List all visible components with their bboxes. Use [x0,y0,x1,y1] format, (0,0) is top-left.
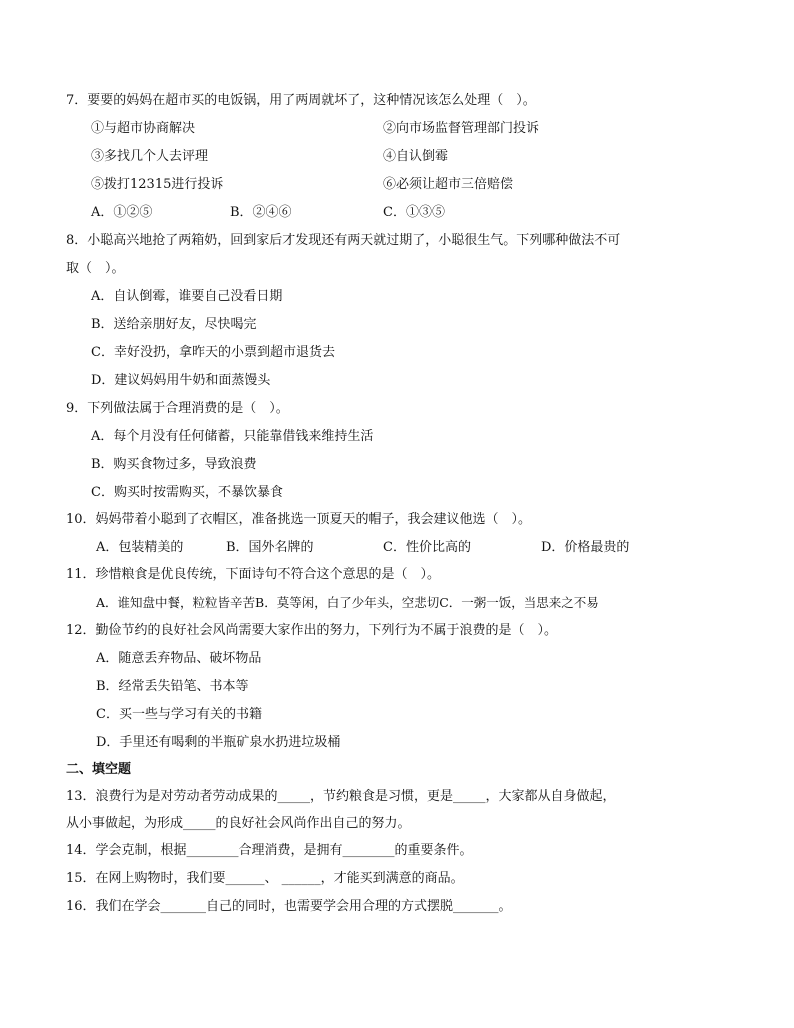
q9-choice-c: C．购买时按需购买，不暴饮暴食 [91,485,283,500]
q9-choice-b: B．购买食物过多，导致浪费 [91,457,257,472]
q12-stem: 12．勤俭节约的良好社会风尚需要大家作出的努力，下列行为不属于浪费的是（ ）。 [66,623,558,638]
q16: 16．我们在学会_______自己的同时，也需要学会用合理的方式摆脱_______。 [66,899,512,914]
q10-choice-a: A．包装精美的 [96,540,184,555]
q14: 14．学会克制，根据________合理消费，是拥有________的重要条件。 [66,843,473,858]
q10-choice-b: B．国外名牌的 [226,540,314,555]
q7-option-2: ②向市场监督管理部门投诉 [383,121,540,136]
q7-choice-b: B．②④⑥ [230,205,292,220]
q7-option-1: ①与超市协商解决 [91,121,196,136]
q8-stem-line1: 8．小聪高兴地抢了两箱奶，回到家后才发现还有两天就过期了，小聪很生气。下列哪种做法不可 [66,233,621,248]
q7-choice-c: C．①③⑤ [383,205,445,220]
q12-choice-a: A．随意丢弃物品、破坏物品 [96,651,262,666]
q7-stem: 7．要要的妈妈在超市买的电饭锅，用了两周就坏了，这种情况该怎么处理（ ）。 [66,93,536,108]
q8-stem-line2: 取（ ）。 [66,261,125,276]
q11-stem: 11．珍惜粮食是优良传统，下面诗句不符合这个意思的是（ ）。 [66,567,441,582]
q8-choice-b: B．送给亲朋好友，尽快喝完 [91,317,257,332]
q13-line2: 从小事做起，为形成_____的良好社会风尚作出自己的努力。 [66,816,411,831]
q7-choice-a: A．①②⑤ [91,205,153,220]
q7-option-5: ⑤拨打12315进行投诉 [91,177,224,192]
q10-choice-d: D．价格最贵的 [541,540,630,555]
q11-choices: A．谁知盘中餐，粒粒皆辛苦B．莫等闲，白了少年头，空悲切C．一粥一饭，当思来之不易 [96,595,599,610]
q10-stem: 10．妈妈带着小聪到了衣帽区，准备挑选一顶夏天的帽子，我会建议他选（ ）。 [66,512,532,527]
q12-choice-d: D．手里还有喝剩的半瓶矿泉水扔进垃圾桶 [96,735,341,750]
q8-choice-c: C．幸好没扔，拿昨天的小票到超市退货去 [91,345,335,360]
q8-choice-d: D．建议妈妈用牛奶和面蒸馒头 [91,373,271,388]
q12-choice-b: B．经常丢失铅笔、书本等 [96,679,249,694]
q10-choice-c: C．性价比高的 [383,540,471,555]
q15: 15．在网上购物时，我们要______、 ______，才能买到满意的商品。 [66,871,464,886]
q9-choice-a: A．每个月没有任何储蓄，只能靠借钱来维持生活 [91,429,374,444]
q12-choice-c: C．买一些与学习有关的书籍 [96,707,262,722]
q7-option-4: ④自认倒霉 [383,149,449,164]
q13-line1: 13．浪费行为是对劳动者劳动成果的_____，节约粮食是习惯，更是_____，大家都从自身做起， [66,789,616,804]
q7-option-6: ⑥必须让超市三倍赔偿 [383,177,514,192]
q7-option-3: ③多找几个人去评理 [91,149,209,164]
section-heading: 二、填空题 [66,762,132,777]
q9-stem: 9．下列做法属于合理消费的是（ ）。 [66,401,289,416]
q8-choice-a: A．自认倒霉，谁要自己没看日期 [91,289,283,304]
